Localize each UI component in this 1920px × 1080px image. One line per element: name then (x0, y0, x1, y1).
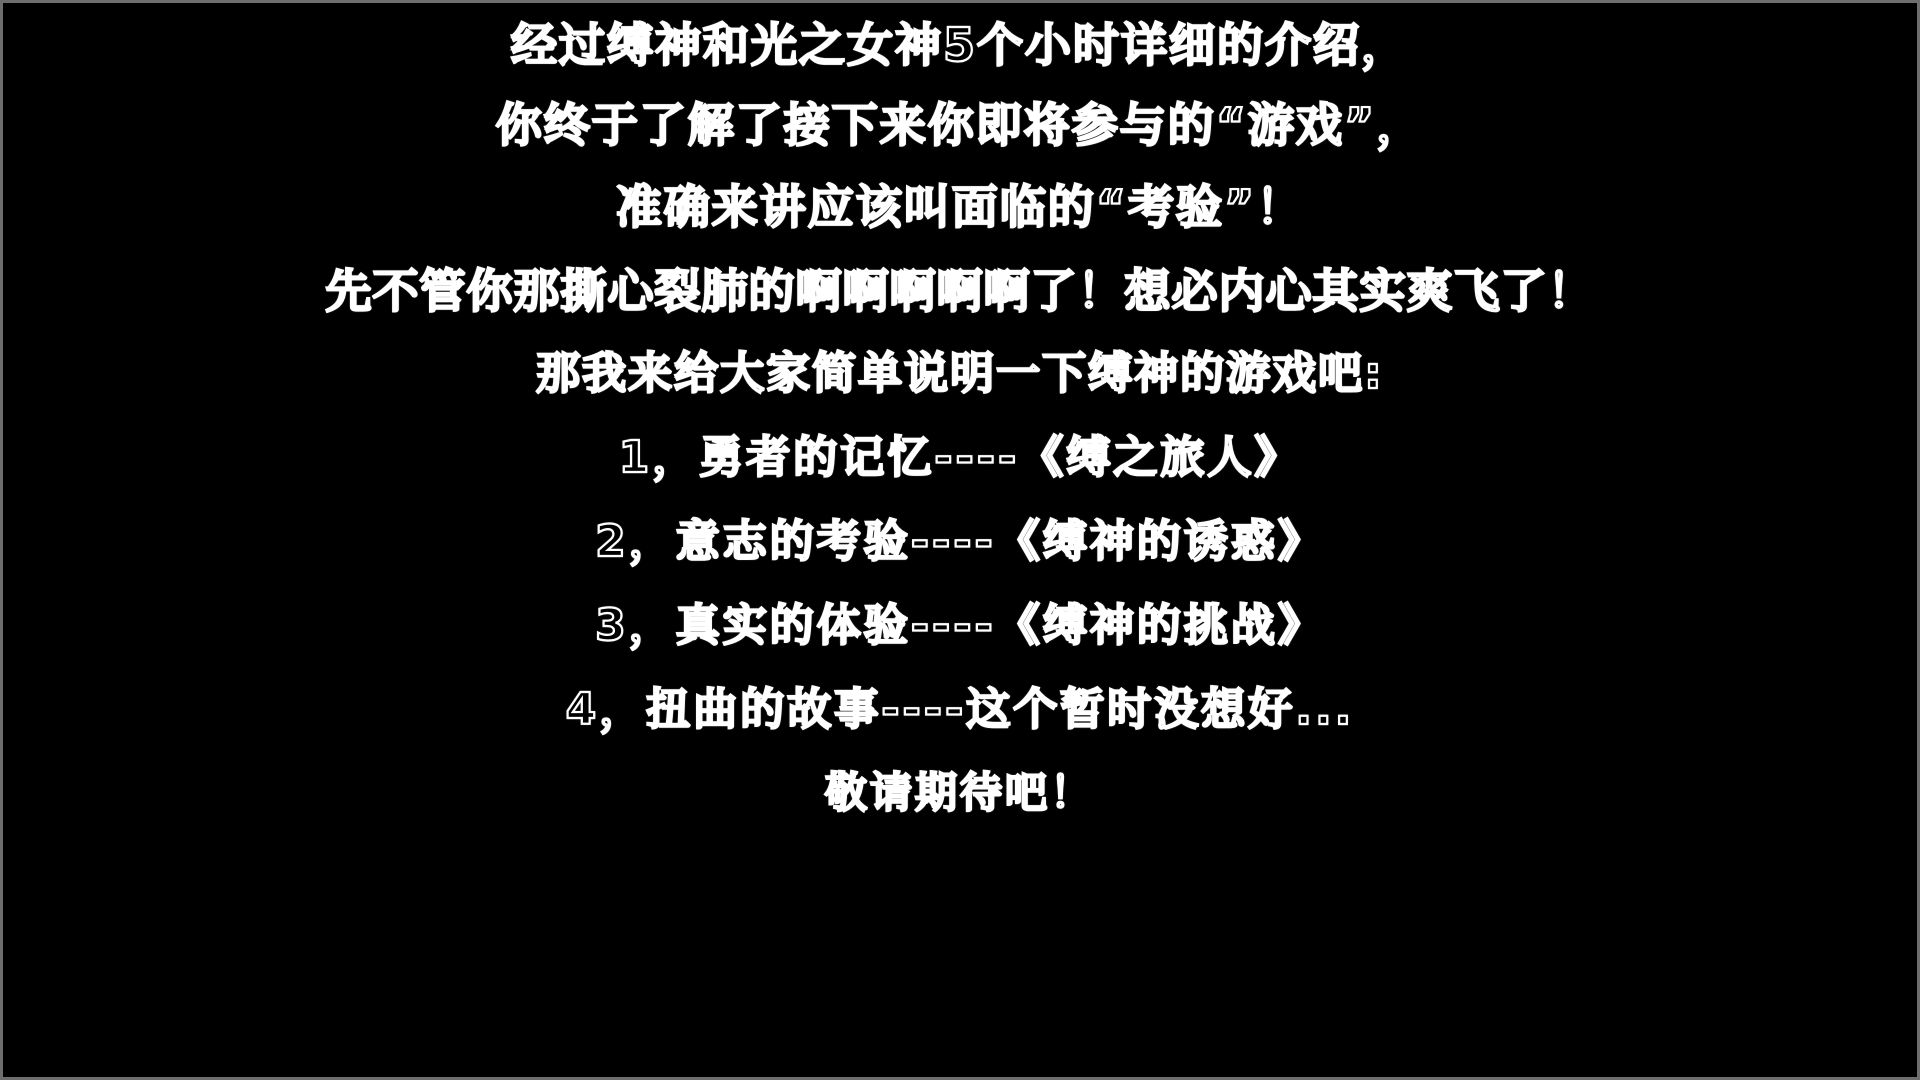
narration-line-2: 你终于了解了接下来你即将参与的“游戏”， (495, 98, 1425, 152)
game-list-item-2: 2，意志的考验----《缚神的诱惑》 (595, 516, 1325, 567)
game-list-item-3: 3，真实的体验----《缚神的挑战》 (595, 600, 1325, 651)
narration-text-block (0, 8, 1920, 817)
narration-line-1: 经过缚神和光之女神5个小时详细的介绍， (510, 18, 1409, 72)
narration-closing-line: 敬请期待吧！ (824, 768, 1095, 817)
narration-line-3: 准确来讲应该叫面临的“考验”！ (615, 180, 1305, 234)
game-list-item-1: 1，勇者的记忆----《缚之旅人》 (618, 432, 1302, 483)
game-list-item-4: 4，扭曲的故事----这个暂时没想好... (565, 684, 1355, 735)
narration-line-5: 那我来给大家简单说明一下缚神的游戏吧: (536, 348, 1384, 399)
narration-line-4: 先不管你那撕心裂肺的啊啊啊啊啊了！想必内心其实爽飞了！ (325, 264, 1595, 318)
